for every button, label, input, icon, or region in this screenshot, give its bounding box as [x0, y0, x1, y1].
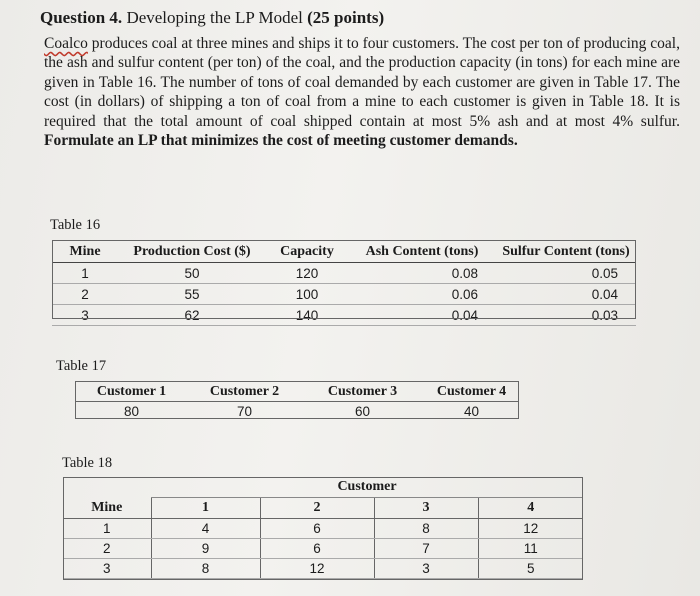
table18-group-header: Customer [151, 477, 583, 498]
table18-cost-cell: 4 [151, 519, 260, 539]
table18-label: Table 18 [62, 455, 113, 471]
table-row [63, 539, 583, 559]
table18-cost-cell: 12 [260, 559, 374, 579]
table17-header: Customer 3 [301, 381, 424, 402]
table16-cell: 3 [52, 305, 118, 326]
table17-header: Customer 4 [424, 381, 519, 402]
table18-mine-cell: 2 [63, 539, 151, 559]
problem-statement [44, 34, 680, 150]
table18-cost-cell: 6 [260, 519, 374, 539]
table-row [63, 519, 583, 539]
question-points: (25 points) [307, 8, 385, 27]
table16-header: Sulfur Content (tons) [496, 240, 636, 263]
table18-group-header-row [63, 477, 583, 498]
table17 [75, 381, 519, 420]
question-title [40, 8, 384, 28]
table16-header-row [52, 240, 636, 263]
problem-instruction: Formulate an LP that minimizes the cost of meeting customer demands. [44, 132, 518, 150]
table16-cell: 100 [266, 284, 348, 305]
table-row [52, 263, 636, 284]
table18-customer-header: 2 [260, 498, 374, 519]
table18-cost-cell: 9 [151, 539, 260, 559]
table-row [75, 402, 519, 421]
table17-label: Table 17 [56, 358, 107, 374]
table16-cell: 120 [266, 263, 348, 284]
table18-cost-cell: 8 [374, 519, 478, 539]
table18-cost-cell: 7 [374, 539, 478, 559]
table18-mine-cell: 1 [63, 519, 151, 539]
table16-header: Mine [52, 240, 118, 263]
table18-cost-cell: 11 [478, 539, 583, 559]
question-title-text: Developing the LP Model [126, 8, 303, 27]
table16-cell: 140 [266, 305, 348, 326]
table18 [63, 477, 583, 579]
table18-corner [63, 477, 151, 498]
table18-customer-header: 3 [374, 498, 478, 519]
table-row [52, 305, 636, 326]
table17-cell: 60 [354, 403, 371, 419]
table16-cell: 0.05 [496, 263, 636, 284]
table18-header-row [63, 498, 583, 519]
table16-header: Ash Content (tons) [348, 240, 496, 263]
table16-cell: 0.04 [348, 305, 496, 326]
table16-header: Capacity [266, 240, 348, 263]
table-row [52, 284, 636, 305]
table17-cell: 80 [123, 403, 140, 419]
table-row [63, 559, 583, 579]
table18-cost-cell: 5 [478, 559, 583, 579]
table18-cost-cell: 8 [151, 559, 260, 579]
table18-cost-cell: 6 [260, 539, 374, 559]
table16-cell: 62 [118, 305, 266, 326]
table18-cost-cell: 12 [478, 519, 583, 539]
table18-mine-cell: 3 [63, 559, 151, 579]
table17-header: Customer 1 [75, 381, 188, 402]
table17-cell: 70 [236, 403, 253, 419]
table18-row-header: Mine [63, 498, 151, 519]
table16-cell: 0.04 [496, 284, 636, 305]
table16-cell: 0.08 [348, 263, 496, 284]
company-name: Coalco [44, 35, 88, 52]
table16-label: Table 16 [50, 217, 101, 233]
problem-body: produces coal at three mines and ships it to four customers. The cost per ton of producing coal, the ash and sulfur content (per ton) of the coal, and the production capacity (in tons) for each mine are given in Table 16. The number of tons of coal demanded by each customer are given in Table 17. The cost (in dollars) of shipping a ton of coal from a mine to each customer is given in Table 18. It is required that the total amount of coal shipped contain at most 5% ash and at most 4% sulfur. [44, 35, 680, 130]
table16-cell: 2 [52, 284, 118, 305]
question-number: Question 4. [40, 8, 123, 27]
table16-cell: 55 [118, 284, 266, 305]
table16-cell: 0.06 [348, 284, 496, 305]
table16 [52, 240, 636, 326]
table17-header: Customer 2 [188, 381, 301, 402]
table17-header-row [75, 381, 519, 402]
table16-cell: 0.03 [496, 305, 636, 326]
table16-cell: 1 [52, 263, 118, 284]
table18-customer-header: 4 [478, 498, 583, 519]
table17-cell: 40 [463, 403, 480, 419]
table16-header: Production Cost ($) [118, 240, 266, 263]
table18-cost-cell: 3 [374, 559, 478, 579]
table18-customer-header: 1 [151, 498, 260, 519]
table16-cell: 50 [118, 263, 266, 284]
